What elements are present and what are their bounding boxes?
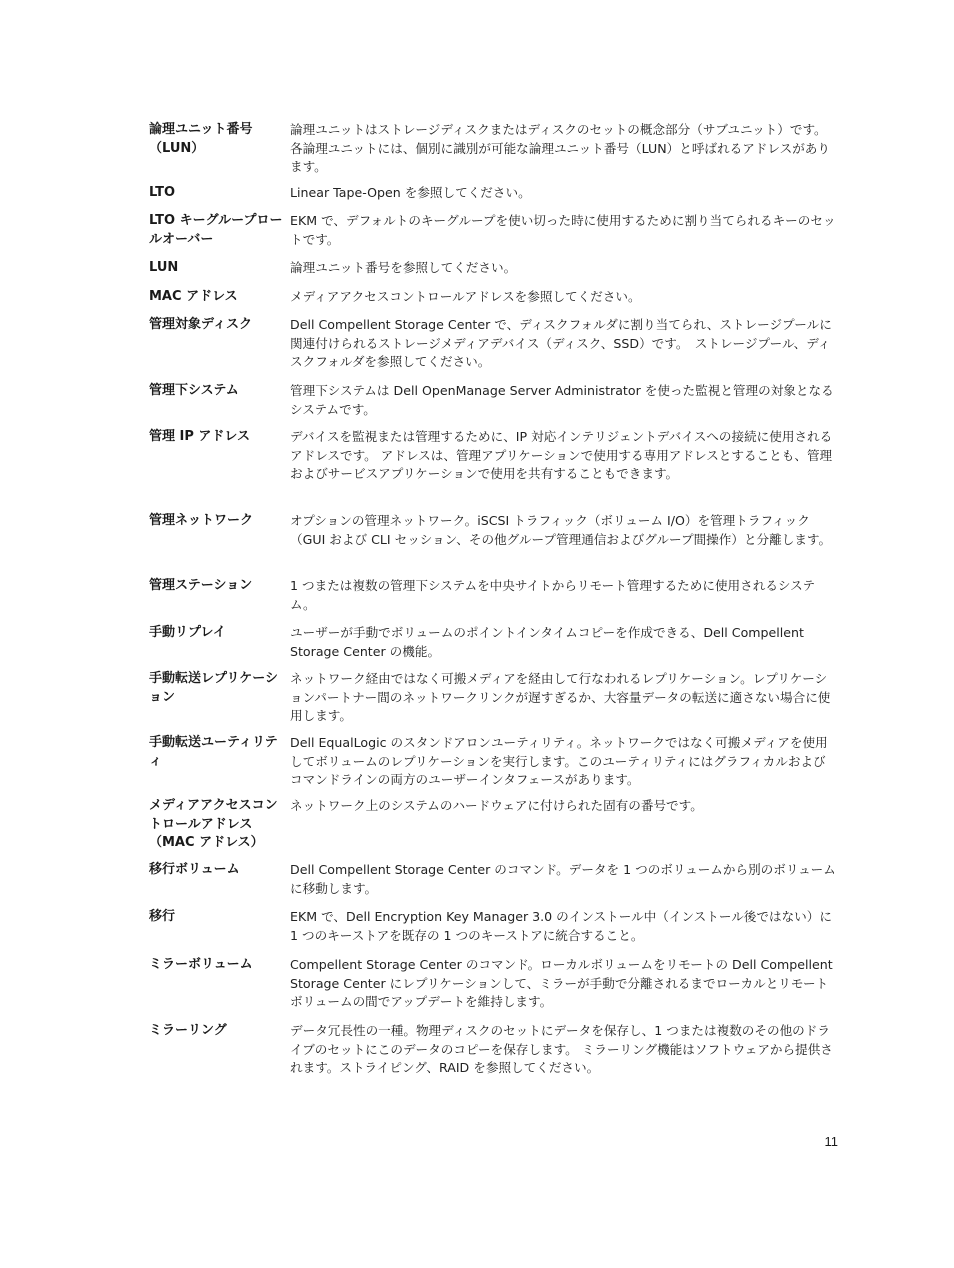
- glossary-definition: デバイスを監視または管理するために、IP 対応インテリジェントデバイスへの接続に使用されるアドレスです。 アドレスは、管理アプリケーションで使用する専用アドレスとすることも、管理およびサービスアプリケーションで使用を共有することもできます。: [290, 429, 833, 481]
- glossary-definition: ネットワーク上のシステムのハードウェアに付けられた固有の番号です。: [290, 798, 703, 813]
- glossary-term: 手動リプレイ: [149, 625, 226, 640]
- glossary-term: LTO: [149, 185, 176, 200]
- glossary-term: LUN: [149, 260, 179, 275]
- glossary-definition: Dell Compellent Storage Center のコマンド。データを 1 つのボリュームから別のボリュームに移動します。: [290, 862, 836, 896]
- glossary-term: メディアアクセスコントロールアドレス（MAC アドレス）: [149, 798, 278, 850]
- glossary-definition: データ冗長性の一種。物理ディスクのセットにデータを保存し、1 つまたは複数のその他のドライブのセットにこのデータのコピーを保存します。 ミラーリング機能はソフトウェアから提供されます。ストライピング、RAID を参照してください。: [290, 1023, 833, 1075]
- glossary-definition: メディアアクセスコントロールアドレスを参照してください。: [290, 289, 641, 304]
- glossary-definition: Compellent Storage Center のコマンド。ローカルボリュームをリモートの Dell Compellent Storage Center にレプリケーションして、ミラーが手動で分離されるまでローカルとリモートボリュームの間でアップデートを維持します。: [290, 957, 833, 1009]
- glossary-definition: 1 つまたは複数の管理下システムを中央サイトからリモート管理するために使用されるシステム。: [290, 578, 816, 612]
- glossary-term: MAC アドレス: [149, 289, 238, 304]
- glossary-term: 管理ネットワーク: [149, 513, 254, 528]
- glossary-term: 移行ボリューム: [149, 862, 240, 877]
- glossary-term: 論理ユニット番号（LUN）: [149, 122, 253, 156]
- glossary-term: 手動転送レプリケーション: [149, 671, 278, 705]
- glossary-term: ミラーボリューム: [149, 957, 253, 972]
- glossary-term: LTO キーグループロールオーバー: [149, 213, 283, 247]
- glossary-term: 管理ステーション: [149, 578, 253, 593]
- glossary-definition: 論理ユニット番号を参照してください。: [290, 260, 517, 275]
- glossary-term: 手動転送ユーティリティ: [149, 735, 278, 769]
- page-number: 11: [824, 1134, 838, 1149]
- glossary-definition: EKM で、デフォルトのキーグループを使い切った時に使用するために割り当てられるキーのセットです。: [290, 213, 836, 247]
- glossary-term: 管理対象ディスク: [149, 317, 252, 332]
- glossary-definition: オプションの管理ネットワーク。iSCSI トラフィック（ボリューム I/O）を管理トラフィック（GUI および CLI セッション、その他グループ管理通信およびグループ間操作）と分離します。: [290, 513, 832, 547]
- glossary-term: 管理下システム: [149, 383, 239, 398]
- glossary-definition: 論理ユニットはストレージディスクまたはディスクのセットの概念部分（サブユニット）です。各論理ユニットには、個別に識別が可能な論理ユニット番号（LUN）と呼ばれるアドレスがあります。: [290, 122, 830, 174]
- glossary-definition: 管理下システムは Dell OpenManage Server Administrator を使った監視と管理の対象となるシステムです。: [290, 383, 834, 417]
- glossary-definition: EKM で、Dell Encryption Key Manager 3.0 のインストール中（インストール後ではない）に 1 つのキーストアを既存の 1 つのキーストアに統合すること。: [290, 909, 832, 943]
- glossary-definition: Dell Compellent Storage Center で、ディスクフォルダに割り当てられ、ストレージプールに関連付けられるストレージメディアデバイス（ディスク、SSD）です。 ストレージプール、ディスクフォルダを参照してください。: [290, 317, 832, 369]
- glossary-definition: Linear Tape-Open を参照してください。: [290, 185, 531, 200]
- glossary-definition: ネットワーク経由ではなく可搬メディアを経由して行なわれるレプリケーション。レプリケーションパートナー間のネットワークリンクが遅すぎるか、大容量データの転送に適さない場合に使用します。: [290, 671, 831, 723]
- glossary-term: ミラーリング: [149, 1023, 227, 1038]
- glossary-term: 移行: [149, 909, 176, 924]
- glossary-term: 管理 IP アドレス: [149, 429, 251, 444]
- glossary-definition: Dell EqualLogic のスタンドアロンユーティリティ。ネットワークではなく可搬メディアを使用してボリュームのレプリケーションを実行します。このユーティリティにはグラフィカルおよびコマンドラインの両方のユーザーインタフェースがあります。: [290, 735, 828, 787]
- glossary-definition: ユーザーが手動でボリュームのポイントインタイムコピーを作成できる、Dell Compellent Storage Center の機能。: [290, 625, 804, 659]
